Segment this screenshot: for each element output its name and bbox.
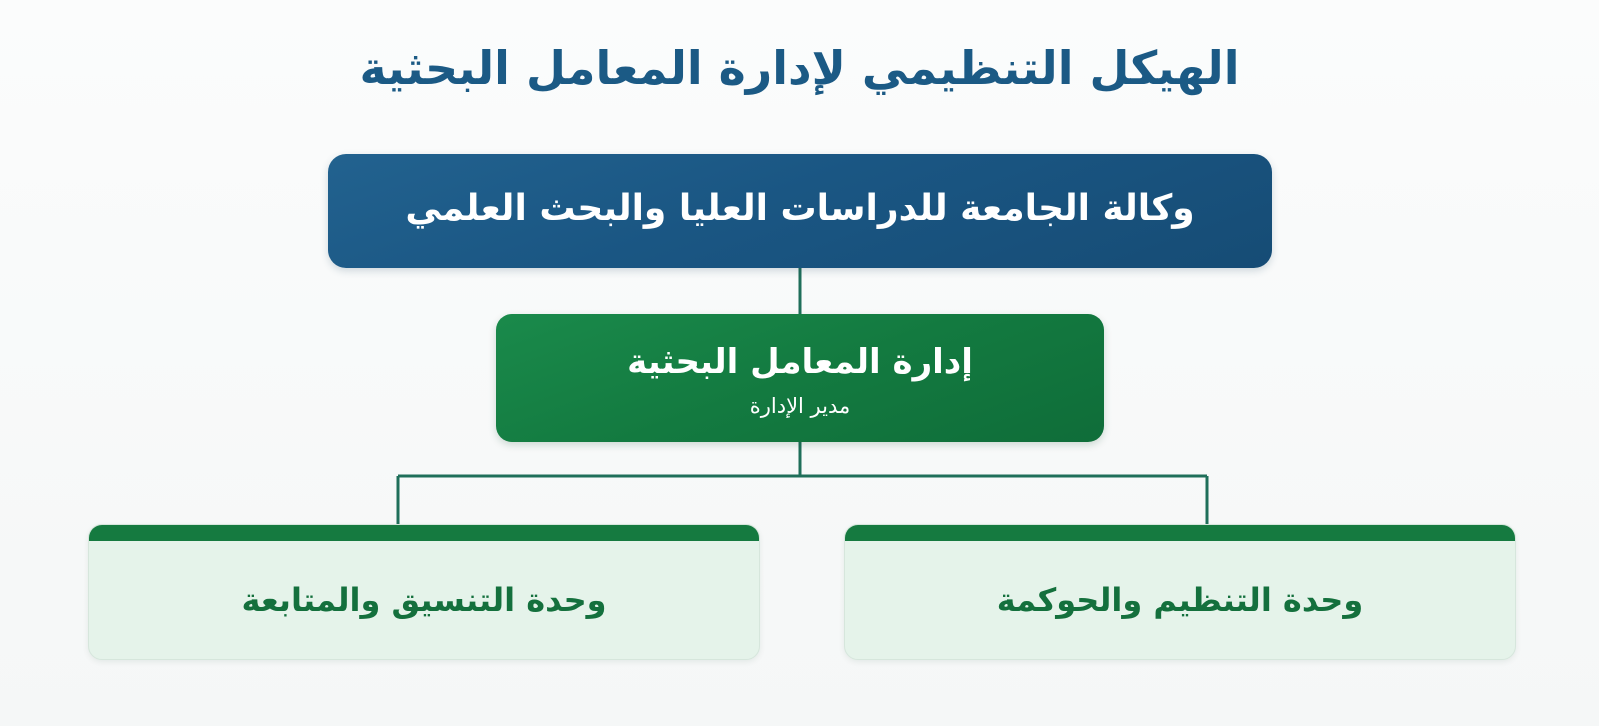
university-vice-rectorate-box (328, 154, 1272, 268)
coordination-follow-up-unit-label: وحدة التنسيق والمتابعة (241, 581, 607, 619)
regulation-governance-unit-box (844, 524, 1516, 660)
research-labs-department-label: إدارة المعامل البحثية (627, 342, 973, 382)
university-vice-rectorate-label: وكالة الجامعة للدراسات العليا والبحث العلمي (405, 188, 1195, 229)
chart-title: الهيكل التنظيمي لإدارة المعامل البحثية (359, 41, 1240, 95)
research-labs-department-box (496, 314, 1104, 442)
coordination-follow-up-unit-box (88, 524, 760, 660)
department-director-label: مدير الإدارة (749, 394, 851, 418)
regulation-governance-unit-label: وحدة التنظيم والحوكمة (996, 581, 1364, 619)
unit-header-strip (89, 525, 759, 541)
unit-header-strip (845, 525, 1515, 541)
